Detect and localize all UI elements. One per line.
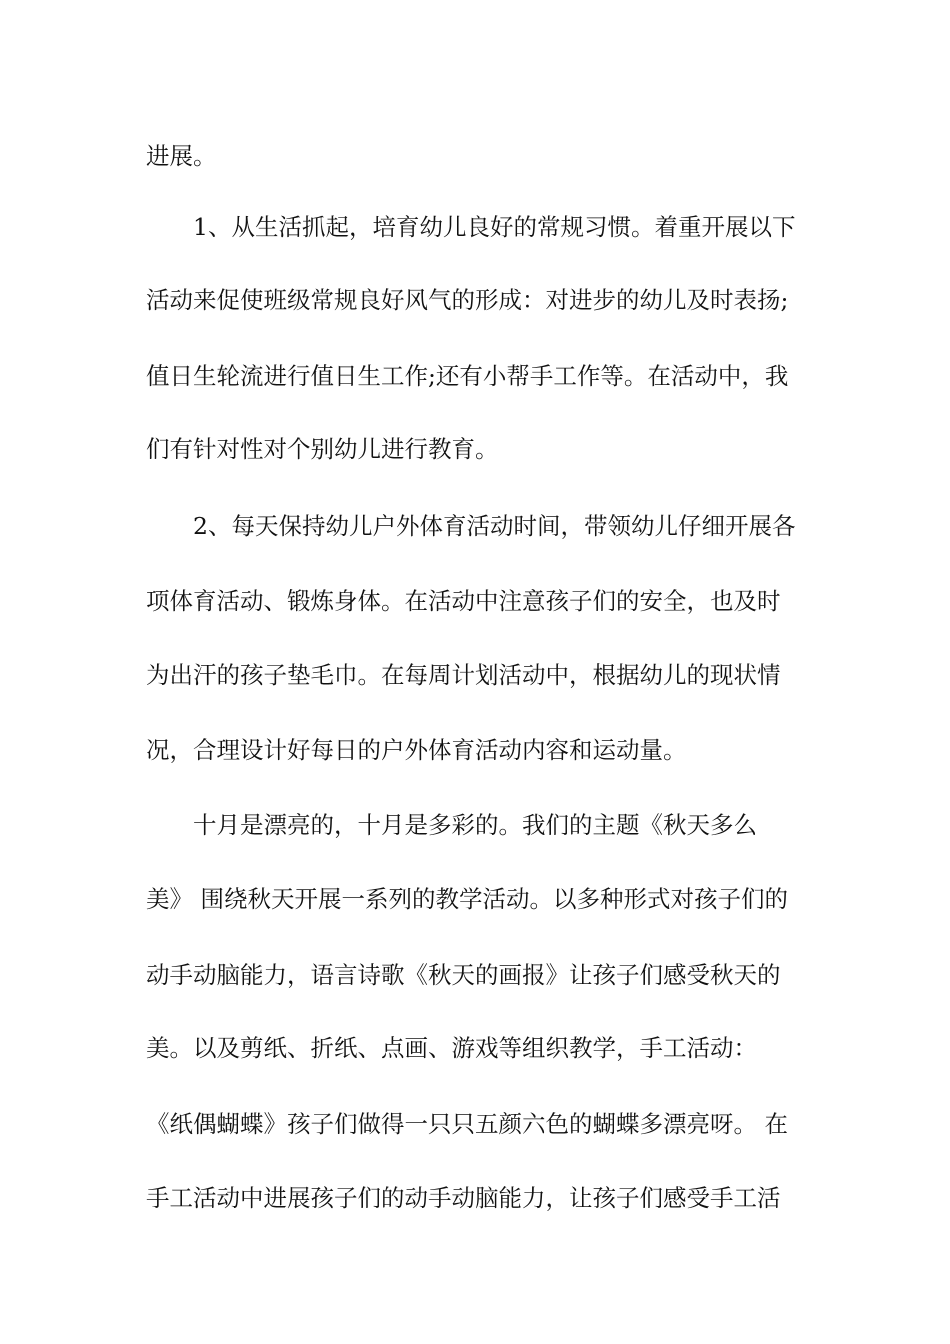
text-line: 进展。 <box>146 142 217 170</box>
text-line: 值日生轮流进行值日生工作;还有小帮手工作等。在活动中，我 <box>146 362 789 390</box>
text-line: 为出汗的孩子垫毛巾。在每周计划活动中，根据幼儿的现状情 <box>146 661 781 689</box>
text-line: 况，合理设计好每日的户外体育活动内容和运动量。 <box>146 736 687 764</box>
paragraph-3-start: 十月是漂亮的，十月是多彩的。我们的主题《秋天多么 <box>193 811 757 839</box>
text-line: 项体育活动、锻炼身体。在活动中注意孩子们的安全，也及时 <box>146 587 781 615</box>
text-line: 活动来促使班级常规良好风气的形成：对进步的幼儿及时表扬; <box>146 286 789 314</box>
text-line: 们有针对性对个别幼儿进行教育。 <box>146 435 499 463</box>
text-line: 美》 围绕秋天开展一系列的教学活动。以多种形式对孩子们的 <box>146 885 788 913</box>
text-line: 美。以及剪纸、折纸、点画、游戏等组织教学，手工活动： <box>146 1034 757 1062</box>
text-line: 动手动脑能力，语言诗歌《秋天的画报》让孩子们感受秋天的 <box>146 961 781 989</box>
paragraph-1-start: 1、从生活抓起，培育幼儿良好的常规习惯。着重开展以下 <box>193 213 796 241</box>
text-line: 手工活动中进展孩子们的动手动脑能力，让孩子们感受手工活 <box>146 1184 781 1212</box>
text-line: 《纸偶蝴蝶》孩子们做得一只只五颜六色的蝴蝶多漂亮呀。 在 <box>146 1110 788 1138</box>
paragraph-2-start: 2、每天保持幼儿户外体育活动时间，带领幼儿仔细开展各 <box>193 512 796 540</box>
